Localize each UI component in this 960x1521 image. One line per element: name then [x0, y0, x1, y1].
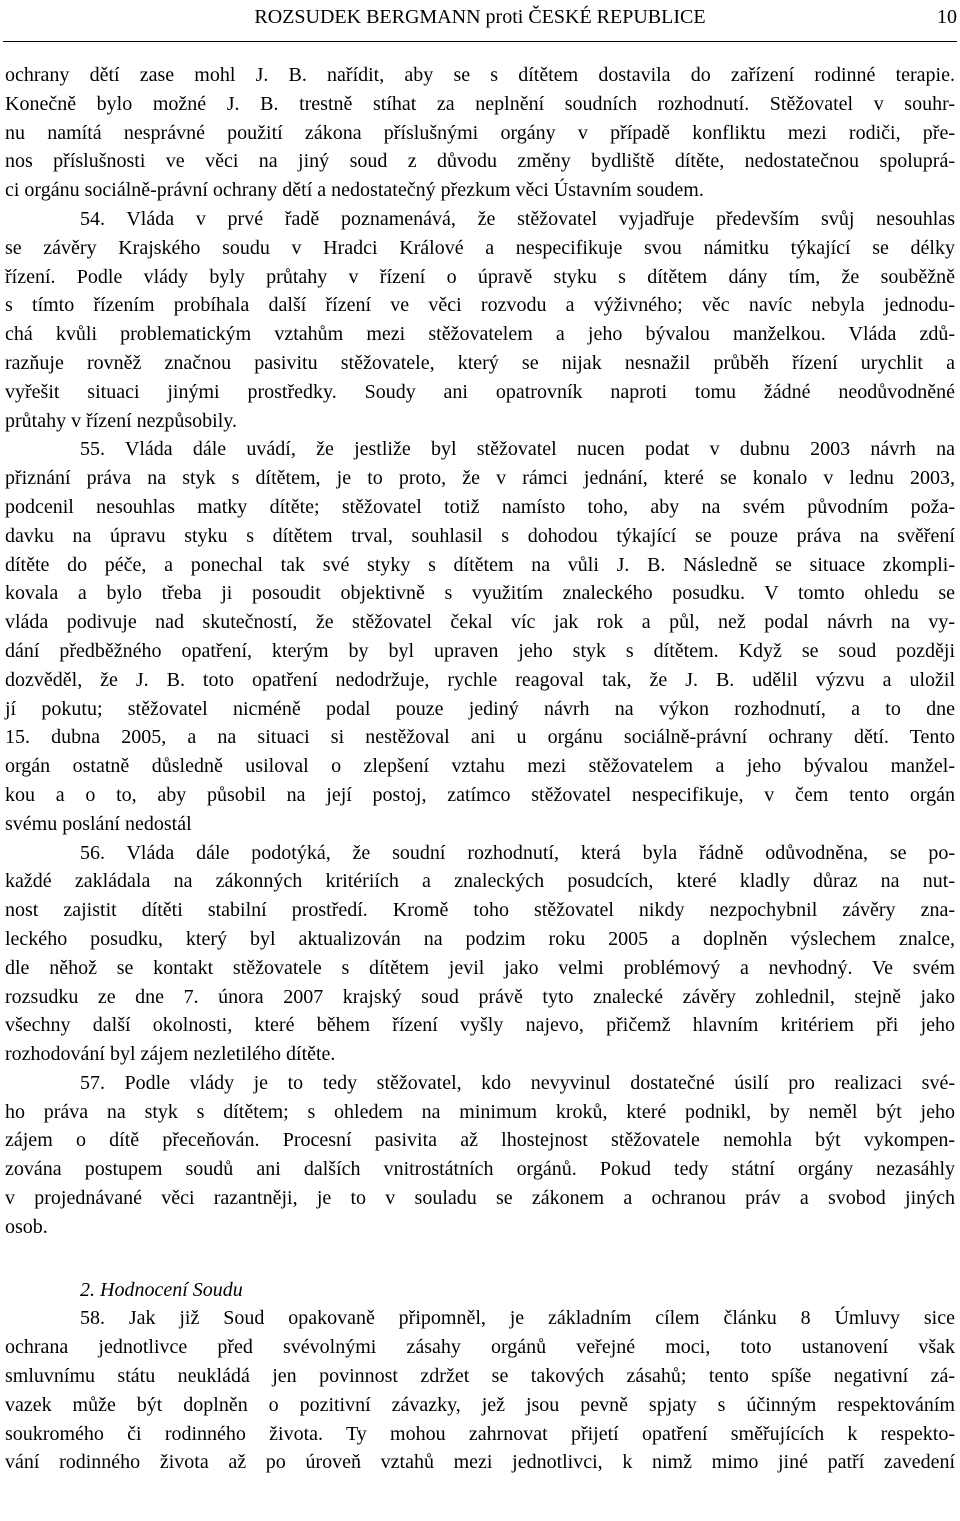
text-line: řízení. Podle vlády byly průtahy v řízení o úpravě styku s dítětem dány tím, že souběžně — [5, 265, 955, 288]
text-line: dítěte do péče, a ponechal tak své styky s dítětem na vůli J. B. Následně se situace zkompli- — [5, 553, 955, 576]
text-line: orgán ostatně důsledně usiloval o zlepšení vztahu mezi stěžovatelem a jeho bývalou manžel- — [5, 755, 955, 778]
text-line: každé zakládala na zákonných kritériích a znaleckých posudcích, které kladly důraz na nut- — [5, 870, 955, 893]
text-line: nu namítá nesprávné použití zákona příslušnými orgány v případě konfliktu mezi rodiči, pře- — [5, 121, 955, 144]
text-line: ochrana jednotlivce před svévolnými zásahy orgánů veřejné moci, toto ustanovení však — [5, 1336, 955, 1359]
text-line: vláda podivuje nad skutečností, že stěžovatel čekal víc jak rok a půl, než podal návrh na vy- — [5, 611, 955, 634]
section-spacer — [5, 1242, 955, 1276]
text-line: dle něhož se kontakt stěžovatele s dítětem jevil jako velmi problémový a nevhodný. Ve svém — [5, 956, 955, 979]
text-line: rozsudku ze dne 7. února 2007 krajský soud právě tyto znalecké závěry zohlednil, stejně jako — [5, 985, 955, 1008]
paragraph-58-start: 58. Jak již Soud opakovaně připomněl, je základním cílem článku 8 Úmluvy sice — [80, 1307, 955, 1330]
text-line: vání rodinného života až po úroveň vztahů mezi jednotlivci, k nimž mimo jiné patří zavedení — [5, 1451, 955, 1474]
text-line: dozvěděl, že J. B. toto opatření nedodržuje, rychle reagoval tak, že J. B. udělil výzvu a uložil — [5, 668, 955, 691]
text-line: podcenil nesouhlas matky dítěte; stěžovatel totiž namísto toho, aby na svém původním poža- — [5, 495, 955, 518]
paragraph-57-start: 57. Podle vlády je to tedy stěžovatel, kdo nevyvinul dostatečné úsilí pro realizaci své- — [80, 1071, 955, 1094]
header-rule — [3, 41, 957, 42]
text-line: ochrany dětí zase mohl J. B. nařídit, aby se s dítětem dostavila do zařízení rodinné terapie. — [5, 64, 955, 86]
text-line: se závěry Krajského soudu v Hradci Králové a nespecifikuje svou námitku týkající se délky — [5, 236, 955, 259]
paragraph-56-start: 56. Vláda dále podotýká, že soudní rozhodnutí, která byla řádně odůvodněna, se po- — [80, 841, 955, 864]
text-line: rozhodování byl zájem nezletilého dítěte. — [5, 1043, 336, 1066]
text-line: nost zajistit dítěti stabilní prostředí. Kromě toho stěžovatel nikdy nezpochybnil závěry zna- — [5, 899, 955, 922]
page-header — [0, 2, 960, 32]
text-line: davku na úpravu styku s dítětem trval, souhlasil s dohodou týkající se pouze práva na svěření — [5, 524, 955, 547]
text-line: vyřešit situaci jinými prostředky. Soudy ani opatrovník naproti tomu žádné neodůvodněné — [5, 380, 955, 403]
text-line: leckého posudku, který byl aktualizován na podzim roku 2005 a doplněn výslechem znalce, — [5, 927, 955, 950]
text-line: razňuje rovněž značnou pasivitu stěžovatele, který se nijak nesnažil průběh řízení urychlit a — [5, 351, 955, 374]
paragraph-55-start: 55. Vláda dále uvádí, že jestliže byl stěžovatel nucen podat v dubnu 2003 návrh na — [80, 438, 955, 461]
text-line: ci orgánu sociálně-právní ochrany dětí a nedostatečný přezkum věci Ústavním soudem. — [5, 179, 704, 202]
header-title: ROZSUDEK BERGMANN proti ČESKÉ REPUBLICE — [254, 6, 706, 28]
text-line: vazek může být doplněn o pozitivní závazky, jež jsou pevně spjaty s účinným respektováním — [5, 1393, 955, 1416]
section-heading: 2. Hodnocení Soudu — [80, 1278, 243, 1301]
text-line: 15. dubna 2005, a na situaci si nestěžoval ani u orgánu sociálně-právní ochrany dětí. Tento — [5, 726, 955, 749]
paragraph-54-start: 54. Vláda v prvé řadě poznamenává, že stěžovatel vyjadřuje především svůj nesouhlas — [80, 207, 955, 230]
text-line: chá kvůli problematickým vztahům mezi stěžovatelem a jeho bývalou manželkou. Vláda zdů- — [5, 323, 955, 346]
text-line: kovala a bylo třeba ji posoudit objektivně s využitím znaleckého posudku. V tomto ohledu se — [5, 582, 955, 605]
text-line: v projednávané věci razantněji, je to v souladu se zákonem a ochranou práv a svobod jiných — [5, 1187, 955, 1210]
text-line: všechny další okolnosti, které během řízení vyšly najevo, přičemž hlavním kritériem při jeho — [5, 1014, 955, 1037]
text-line: přiznání práva na styk s dítětem, je to proto, že v rámci jednání, které se konalo v lednu 2003, — [5, 467, 955, 490]
text-line: ho práva na styk s dítětem; s ohledem na minimum kroků, které podnikl, by neměl být jeho — [5, 1100, 955, 1123]
text-line: soukromého či rodinného života. Ty mohou zahrnovat přijetí opatření směřujících k respekto- — [5, 1422, 955, 1445]
page-number: 10 — [937, 6, 957, 28]
text-line: zájem o dítě přeceňován. Procesní pasivita až lhostejnost stěžovatele nemohla být vykompen- — [5, 1129, 955, 1152]
text-line: kou a o to, aby působil na její postoj, zatímco stěžovatel nespecifikuje, v čem tento orgán — [5, 783, 955, 806]
text-line: nos příslušnosti ve věci na jiný soud z důvodu změny bydliště dítěte, nedostatečnou spoluprá- — [5, 150, 955, 173]
text-line: s tímto řízením probíhala další řízení ve věci rozvodu a výživného; věc navíc nebyla jednodu- — [5, 294, 955, 317]
text-line: průtahy v řízení nezpůsobily. — [5, 409, 237, 432]
text-line: Konečně bylo možné J. B. trestně stíhat za neplnění soudních rozhodnutí. Stěžovatel v souhr- — [5, 92, 955, 115]
text-line: osob. — [5, 1215, 48, 1238]
text-line: zována postupem soudů ani dalších vnitrostátních orgánů. Pokud tedy státní orgány nezasáhly — [5, 1158, 955, 1181]
text-line: smluvnímu státu neukládá jen povinnost zdržet se takových zásahů; tento spíše negativní zá- — [5, 1365, 955, 1388]
text-line: svému poslání nedostál — [5, 812, 192, 835]
document-body — [5, 61, 955, 1477]
text-line: jí pokutu; stěžovatel nicméně podal pouze jediný návrh na výkon rozhodnutí, a to dne — [5, 697, 955, 720]
text-line: dání předběžného opatření, kterým by byl upraven jeho styk s dítětem. Když se soud později — [5, 639, 955, 662]
